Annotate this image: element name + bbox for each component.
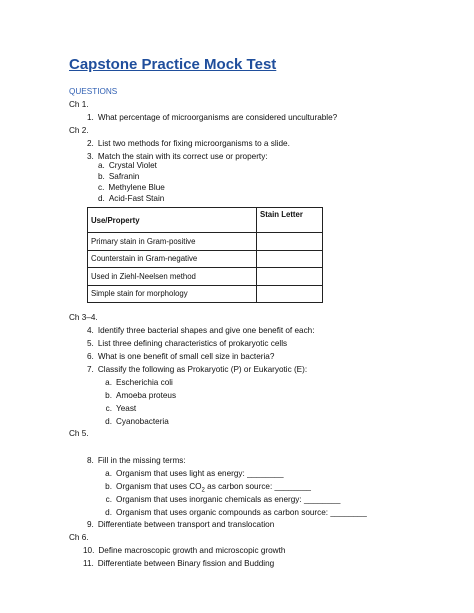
- question-9: [87, 520, 274, 530]
- question-2: [87, 139, 290, 149]
- question-text: Define macroscopic growth and microscopic growth: [98, 546, 286, 555]
- question-4: [87, 326, 315, 336]
- option-text: Amoeba proteus: [116, 391, 177, 400]
- question-text: Differentiate between transport and translocation: [97, 520, 275, 529]
- page-title: Capstone Practice Mock Test: [69, 56, 277, 73]
- subscript: 2: [201, 487, 205, 494]
- table-cell: Counterstain in Gram-negative: [88, 250, 257, 268]
- column-header: Stain Letter: [257, 208, 323, 233]
- question-number: 9.: [87, 520, 94, 529]
- answer-cell[interactable]: [257, 285, 323, 303]
- option-text: as carbon source: ________: [204, 482, 311, 491]
- answer-cell[interactable]: [257, 268, 323, 286]
- option-letter: a.: [98, 161, 105, 170]
- option-text: Organism that uses light as energy: ________: [116, 469, 284, 478]
- option-text: Organism that uses CO: [116, 482, 202, 491]
- option-letter: d.: [98, 194, 105, 203]
- question-number: 11.: [83, 559, 94, 568]
- question-number: 10.: [83, 546, 95, 555]
- table-row: [88, 285, 323, 303]
- question-text: Match the stain with its correct use or property:: [97, 152, 268, 161]
- stain-option: [98, 183, 165, 193]
- table-row: [88, 250, 323, 268]
- question-1: [87, 113, 337, 123]
- table-cell: Primary stain in Gram-positive: [88, 233, 257, 251]
- question-number: 3.: [87, 152, 94, 161]
- fill-in-item: [98, 469, 284, 479]
- question-text: Classify the following as Prokaryotic (P) or Eukaryotic (E):: [97, 365, 308, 374]
- option-letter: b.: [105, 482, 112, 491]
- column-header: Use/Property: [88, 208, 257, 233]
- question-7: [87, 365, 307, 375]
- question-number: 1.: [87, 113, 94, 122]
- question-number: 5.: [87, 339, 94, 348]
- chapter-label: Ch 5.: [69, 429, 89, 438]
- option-text: Organism that uses organic compounds as carbon source: ________: [116, 508, 367, 517]
- option-letter: a.: [105, 378, 112, 387]
- question-text: Differentiate between Binary fission and Budding: [97, 559, 275, 568]
- organism-option: [98, 417, 169, 427]
- option-text: Safranin: [108, 172, 140, 181]
- fill-in-item: [98, 495, 340, 505]
- question-text: Identify three bacterial shapes and give one benefit of each:: [97, 326, 315, 335]
- question-text: What is one benefit of small cell size in bacteria?: [97, 352, 275, 361]
- fill-in-item: [98, 508, 367, 518]
- table-header-row: [88, 208, 323, 233]
- question-6: [87, 352, 274, 362]
- question-text: List two methods for fixing microorganisms to a slide.: [97, 139, 290, 148]
- option-text: Yeast: [116, 404, 137, 413]
- table-row: [88, 233, 323, 251]
- option-letter: c.: [105, 404, 112, 413]
- option-letter: b.: [105, 391, 112, 400]
- answer-cell[interactable]: [257, 233, 323, 251]
- option-text: Escherichia coli: [116, 378, 173, 387]
- option-text: Crystal Violet: [108, 161, 157, 170]
- organism-option: [98, 391, 176, 401]
- chapter-label: Ch 2.: [69, 126, 89, 135]
- option-text: Organism that uses inorganic chemicals as energy: ________: [116, 495, 341, 504]
- organism-option: [98, 404, 136, 414]
- stain-matching-table: [87, 207, 323, 303]
- question-text: List three defining characteristics of prokaryotic cells: [97, 339, 288, 348]
- table-cell: Used in Ziehl-Neelsen method: [88, 268, 257, 286]
- question-8: [87, 456, 186, 466]
- chapter-label: Ch 6.: [69, 533, 89, 542]
- question-number: 8.: [87, 456, 94, 465]
- stain-option: [98, 161, 157, 171]
- stain-option: [98, 172, 139, 182]
- table-row: [88, 268, 323, 286]
- option-text: Acid-Fast Stain: [108, 194, 165, 203]
- question-text: Fill in the missing terms:: [97, 456, 186, 465]
- question-11: [83, 559, 274, 569]
- option-letter: b.: [98, 172, 105, 181]
- option-letter: c.: [105, 495, 112, 504]
- answer-cell[interactable]: [257, 250, 323, 268]
- question-10: [83, 546, 285, 556]
- table-cell: Simple stain for morphology: [88, 285, 257, 303]
- question-5: [87, 339, 287, 349]
- organism-option: [98, 378, 173, 388]
- fill-in-item: [98, 482, 311, 496]
- option-letter: d.: [105, 417, 112, 426]
- section-label: QUESTIONS: [69, 87, 118, 96]
- option-letter: c.: [98, 183, 105, 192]
- option-letter: d.: [105, 508, 112, 517]
- question-number: 6.: [87, 352, 94, 361]
- question-number: 4.: [87, 326, 94, 335]
- option-text: Cyanobacteria: [116, 417, 169, 426]
- chapter-label: Ch 1.: [69, 100, 89, 109]
- question-text: What percentage of microorganisms are considered unculturable?: [97, 113, 338, 122]
- question-number: 7.: [87, 365, 94, 374]
- option-text: Methylene Blue: [108, 183, 165, 192]
- option-letter: a.: [105, 469, 112, 478]
- stain-option: [98, 194, 164, 204]
- question-number: 2.: [87, 139, 94, 148]
- chapter-label: Ch 3–4.: [69, 313, 98, 322]
